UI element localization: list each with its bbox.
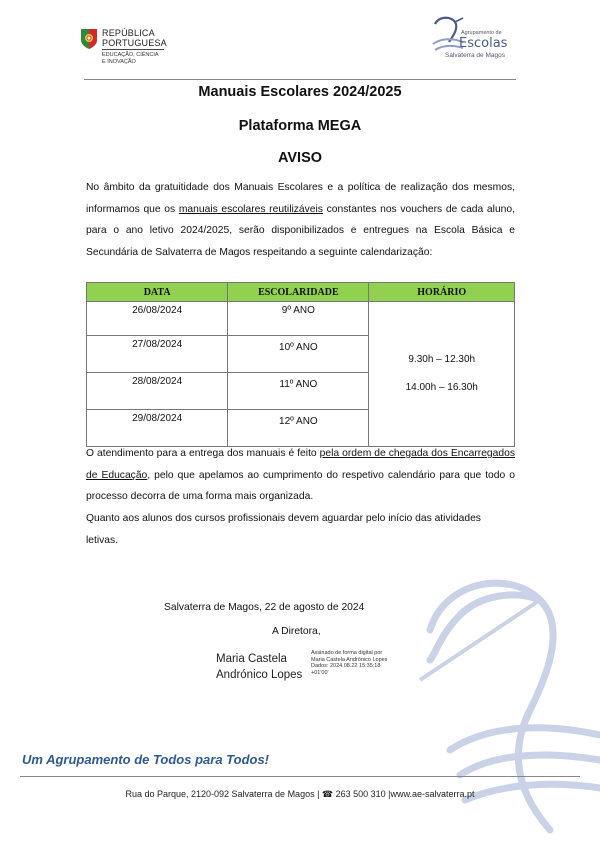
- closing-text-1: O atendimento para a entrega dos manuais é feito: [86, 448, 320, 459]
- digital-line2: Maria Castela Andrónico Lopes: [311, 656, 388, 663]
- ag-line2: Escolas: [459, 36, 508, 51]
- closing-underlined: pela ordem de chegada dos Encarregados de Educação: [86, 448, 515, 481]
- place-date: Salvaterra de Magos, 22 de agosto de 2024: [164, 602, 365, 613]
- schedule-afternoon: 14.00h – 16.30h: [405, 382, 478, 393]
- grade-cell: 9º ANO: [228, 302, 369, 336]
- table-header-row: [87, 283, 515, 302]
- ag-line1: Agrupamento de: [461, 30, 502, 36]
- digital-line1: Assinado de forma digital por: [311, 650, 383, 656]
- header-divider: [84, 79, 516, 80]
- date-cell: 29/08/2024: [87, 410, 228, 447]
- header-data: DATA: [87, 283, 228, 302]
- platform-title: Plataforma MEGA: [238, 118, 362, 134]
- director-role: A Diretora,: [272, 626, 321, 637]
- notice-title: AVISO: [277, 150, 323, 166]
- professional-courses-paragraph: Quanto aos alunos dos cursos profissionais devem aguardar pelo início das atividades letivas.: [86, 513, 481, 546]
- ag-line3: Salvaterra de Magos: [445, 52, 505, 59]
- footer-divider: [20, 776, 580, 777]
- closing-text-2: , pelo que apelamos ao cumprimento do respetivo calendário para que todo o processo decorra de uma forma mais organizada.: [86, 469, 515, 502]
- header-escolaridade: ESCOLARIDADE: [228, 283, 369, 302]
- footer-address: Rua do Parque, 2120-092 Salvaterra de Magos | ☎ 263 500 310 |www.ae-salvaterra.pt: [125, 789, 475, 799]
- grade-cell: 12º ANO: [228, 410, 369, 447]
- header-horario: HORÁRIO: [369, 283, 515, 302]
- footer-slogan: Um Agrupamento de Todos para Todos!: [22, 752, 270, 767]
- main-title: Manuais Escolares 2024/2025: [198, 84, 402, 100]
- table-row: [87, 302, 515, 336]
- rp-dept1: EDUCAÇÃO, CIÊNCIA: [102, 52, 159, 58]
- schedule-morning: 9.30h – 12.30h: [408, 354, 476, 365]
- stork-watermark: [390, 560, 600, 849]
- intro-underlined: manuais escolares reutilizáveis: [178, 203, 323, 215]
- rp-line2: PORTUGUESA: [102, 38, 167, 48]
- date-cell: 27/08/2024: [87, 336, 228, 373]
- digital-line4: +01'00': [311, 669, 329, 676]
- rp-dept2: E INOVAÇÃO: [102, 59, 136, 65]
- republica-portuguesa-logo: [80, 24, 200, 68]
- schedule-cell: [369, 302, 515, 447]
- date-cell: 28/08/2024: [87, 373, 228, 410]
- intro-text-2: constantes nos vouchers de cada aluno, para o ano letivo 2024/2025, serão disponibilizados e entregues na Escola Básica e Secundária de Salvaterra de Magos respeitando a seguinte calendarização:: [86, 203, 515, 258]
- closing-paragraph: [86, 443, 515, 508]
- grade-cell: 11º ANO: [228, 373, 369, 410]
- intro-paragraph: [86, 177, 515, 263]
- agrupamento-escolas-logo: [425, 12, 535, 62]
- intro-text-1: No âmbito da gratuitidade dos Manuais Escolares e a política de realização dos mesmos, informamos que os: [86, 182, 515, 215]
- digital-line3: Dados: 2024.08.22 15:35:18: [311, 663, 381, 669]
- digital-signature-stamp: [311, 650, 387, 676]
- calendar-table: [86, 282, 515, 447]
- grade-cell: 10º ANO: [228, 336, 369, 373]
- signature-name-line1: Maria Castela: [216, 653, 287, 665]
- portugal-shield-icon: [80, 28, 98, 50]
- signature-name-line2: Andrónico Lopes: [216, 669, 303, 681]
- date-cell: 26/08/2024: [87, 302, 228, 336]
- rp-line1: REPÚBLICA: [102, 28, 155, 38]
